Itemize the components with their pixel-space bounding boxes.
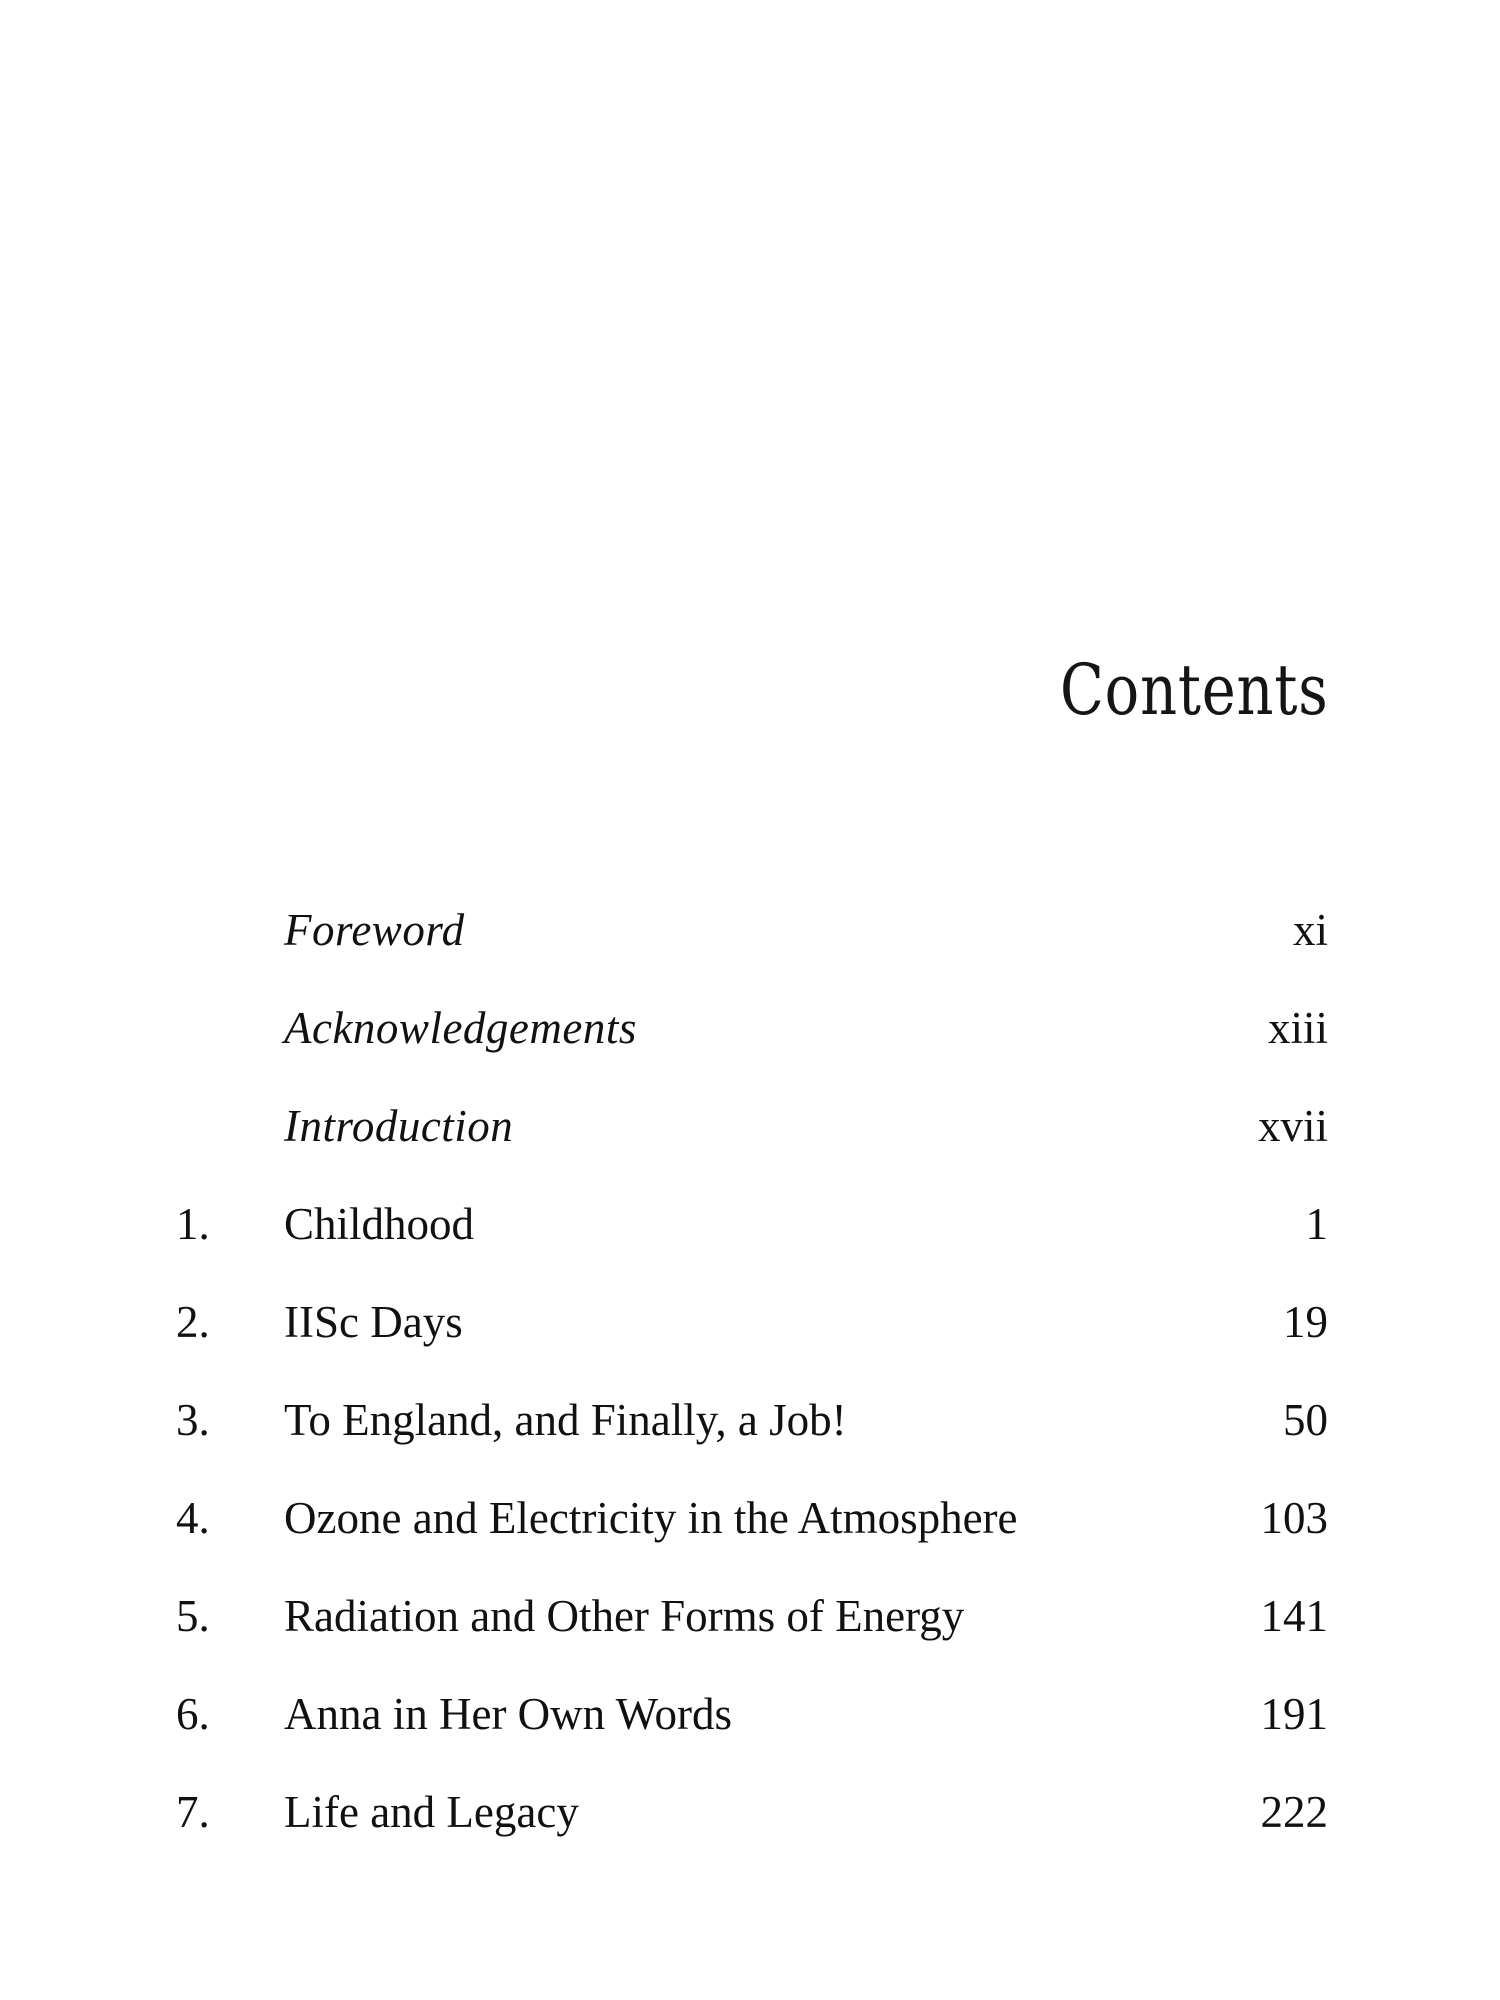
toc-entry-label: Childhood bbox=[284, 1199, 475, 1249]
toc-entry-number: 4. bbox=[176, 1493, 210, 1543]
toc-entry-label: Acknowledgements bbox=[284, 1003, 637, 1053]
toc-entry-chapter-4[interactable] bbox=[0, 1488, 1500, 1548]
toc-entry-chapter-7[interactable] bbox=[0, 1782, 1500, 1842]
toc-entry-label: Introduction bbox=[284, 1101, 514, 1151]
toc-entry-label: Radiation and Other Forms of Energy bbox=[284, 1591, 965, 1641]
toc-entry-foreword[interactable] bbox=[0, 900, 1500, 960]
toc-entry-chapter-1[interactable] bbox=[0, 1194, 1500, 1254]
toc-entry-chapter-3[interactable] bbox=[0, 1390, 1500, 1450]
toc-entry-number: 6. bbox=[176, 1689, 210, 1739]
toc-entry-page: 1 bbox=[1305, 1199, 1328, 1249]
toc-entry-page: 103 bbox=[1260, 1493, 1328, 1543]
toc-entry-page: xi bbox=[1292, 905, 1328, 955]
toc-entry-label: Ozone and Electricity in the Atmosphere bbox=[284, 1493, 1018, 1543]
toc-entry-number: 2. bbox=[176, 1297, 210, 1347]
toc-entry-label: IISc Days bbox=[284, 1297, 463, 1347]
toc-entry-page: 141 bbox=[1260, 1591, 1328, 1641]
toc-entry-page: xvii bbox=[1257, 1101, 1328, 1151]
toc-entry-number: 3. bbox=[176, 1395, 210, 1445]
toc-entry-label: To England, and Finally, a Job! bbox=[284, 1395, 847, 1445]
toc-entry-page: 222 bbox=[1260, 1787, 1328, 1837]
toc-entry-page: 19 bbox=[1283, 1297, 1328, 1347]
toc-entry-introduction[interactable] bbox=[0, 1096, 1500, 1156]
toc-entry-page: 50 bbox=[1283, 1395, 1328, 1445]
toc-entry-label: Life and Legacy bbox=[284, 1787, 579, 1837]
toc-entry-acknowledgements[interactable] bbox=[0, 998, 1500, 1058]
toc-entry-chapter-5[interactable] bbox=[0, 1586, 1500, 1646]
toc-entry-chapter-2[interactable] bbox=[0, 1292, 1500, 1352]
page-title: Contents bbox=[1059, 649, 1328, 731]
toc-entry-chapter-6[interactable] bbox=[0, 1684, 1500, 1744]
toc-entry-label: Anna in Her Own Words bbox=[284, 1689, 732, 1739]
toc-entry-page: xiii bbox=[1267, 1003, 1328, 1053]
toc-entry-number: 1. bbox=[176, 1199, 210, 1249]
toc-entry-page: 191 bbox=[1260, 1689, 1328, 1739]
toc-entry-label: Foreword bbox=[284, 905, 465, 955]
toc-entry-number: 5. bbox=[176, 1591, 210, 1641]
toc-entry-number: 7. bbox=[176, 1787, 210, 1837]
